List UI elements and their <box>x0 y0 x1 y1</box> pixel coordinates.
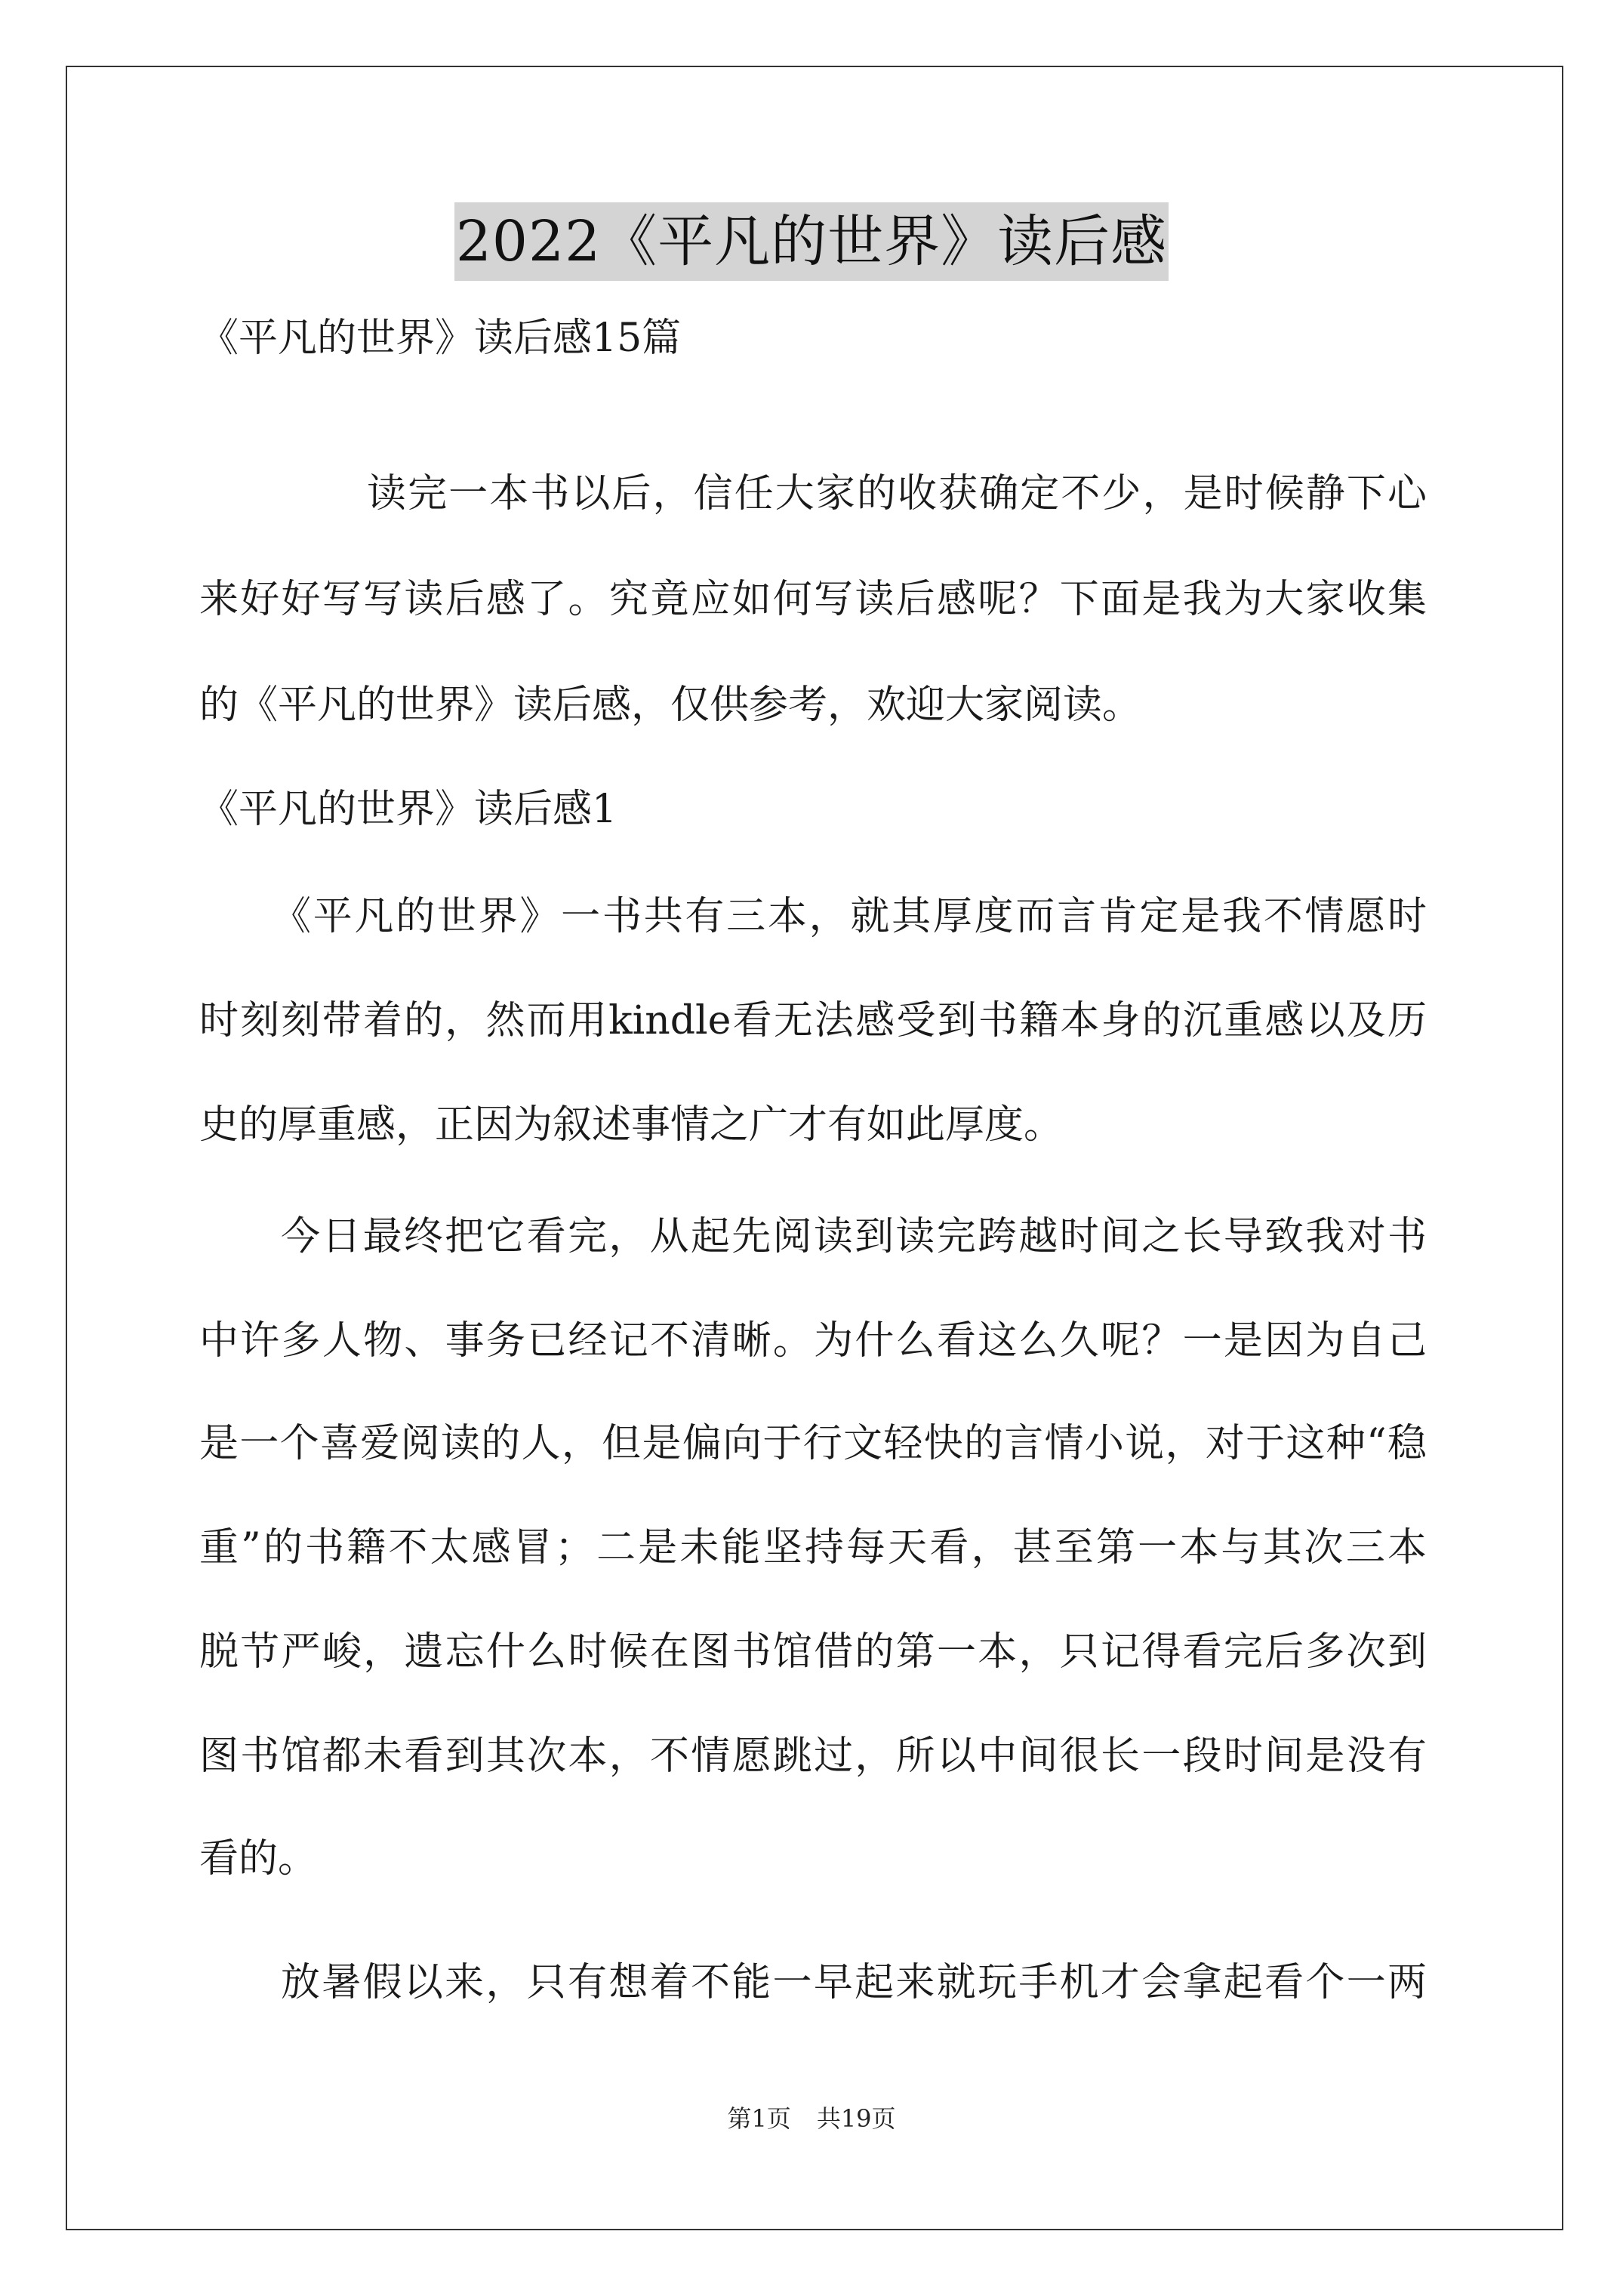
paragraph-line: 今日最终把它看完，从起先阅读到读完跨越时间之长导致我对书 <box>281 1214 1427 1259</box>
paragraph-line: 脱节严峻，遗忘什么时候在图书馆借的第一本，只记得看完后多次到 <box>199 1629 1427 1675</box>
paragraph-line: 史的厚重感，正因为叙述事情之广才有如此厚度。 <box>199 1102 1064 1148</box>
paragraph-line: 重”的书籍不太感冒；二是未能坚持每天看，甚至第一本与其次三本 <box>199 1525 1427 1570</box>
paragraph-line: 时刻刻带着的，然而用kindle看无法感受到书籍本身的沉重感以及历 <box>199 998 1427 1043</box>
paragraph-line: 是一个喜爱阅读的人，但是偏向于行文轻快的言情小说，对于这种“稳 <box>199 1421 1427 1466</box>
section-heading: 《平凡的世界》读后感1 <box>199 787 617 832</box>
paragraph-line: 《平凡的世界》一书共有三本，就其厚度而言肯定是我不情愿时 <box>272 894 1427 939</box>
paragraph-line: 图书馆都未看到其次本，不情愿跳过，所以中间很长一段时间是没有 <box>199 1734 1427 1779</box>
title-container <box>0 202 1623 281</box>
page-footer <box>0 2102 1623 2135</box>
page-number: 第1页 <box>727 2104 791 2133</box>
paragraph-line: 中许多人物、事务已经记不清晰。为什么看这么久呢？一是因为自己 <box>199 1318 1427 1364</box>
document-subtitle: 《平凡的世界》读后感15篇 <box>199 316 682 361</box>
paragraph-line: 看的。 <box>199 1836 318 1881</box>
paragraph-line: 放暑假以来，只有想着不能一早起来就玩手机才会拿起看个一两 <box>281 1960 1427 2005</box>
intro-line: 读完一本书以后，信任大家的收获确定不少，是时候静下心 <box>367 471 1427 516</box>
intro-line: 来好好写写读后感了。究竟应如何写读后感呢？下面是我为大家收集 <box>199 577 1427 622</box>
document-title: 2022《平凡的世界》读后感 <box>454 202 1169 281</box>
intro-line: 的《平凡的世界》读后感，仅供参考，欢迎大家阅读。 <box>199 683 1142 728</box>
page-total: 共19页 <box>816 2104 896 2133</box>
